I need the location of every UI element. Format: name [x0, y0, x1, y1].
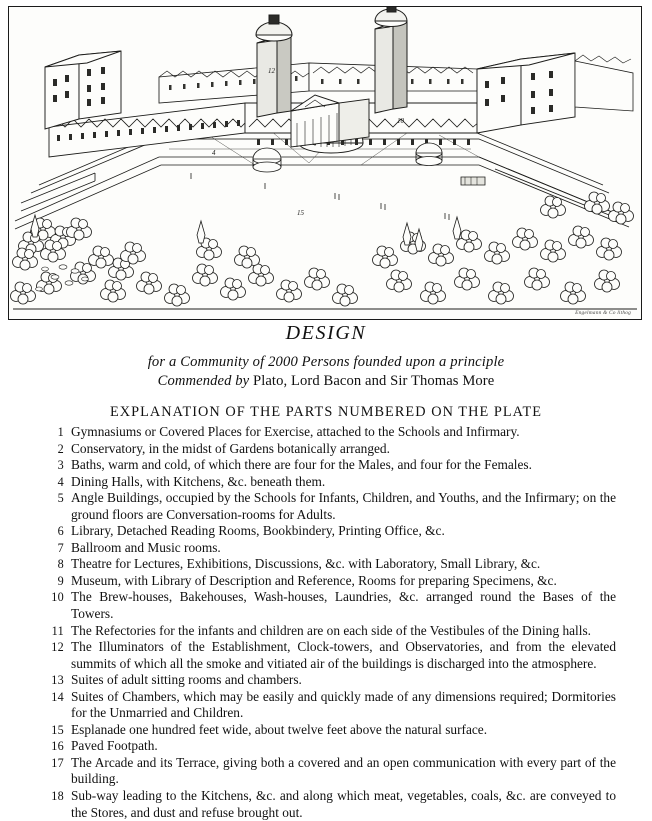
- part-item: [44, 722, 616, 739]
- part-number: 6: [57, 524, 64, 539]
- engraver-credit: Engelmann & Co lithog: [575, 310, 631, 316]
- part-number: 17: [51, 755, 64, 770]
- part-number: 11: [51, 623, 64, 638]
- part-description: Angle Buildings, occupied by the Schools for Infants, Children, and Youths, and the Infirmary; on the ground floors are Conversation-rooms for Adults.: [71, 490, 616, 522]
- part-description: Baths, warm and cold, of which there are four for the Males, and four for the Females.: [71, 457, 532, 473]
- part-item: [44, 474, 616, 491]
- part-item: [44, 755, 616, 788]
- part-description: Esplanade one hundred feet wide, about twelve feet above the natural surface.: [71, 721, 488, 737]
- part-item: [44, 441, 616, 458]
- plate-label-12: 12: [268, 67, 275, 75]
- part-item: [44, 672, 616, 689]
- part-item: [44, 738, 616, 755]
- part-number: 7: [57, 540, 64, 555]
- part-item: [44, 523, 616, 540]
- part-description: The Brew-houses, Bakehouses, Wash-houses, Laundries, &c. arranged round the Bases of the Towers.: [71, 589, 616, 622]
- part-description: Ballroom and Music rooms.: [71, 539, 221, 555]
- subtitle-line-2: [0, 373, 652, 390]
- part-description: Suites of Chambers, which may be easily and quickly made of any dimensions required; Dormitories for the Unmarried and Children.: [71, 688, 616, 721]
- part-description: Theatre for Lectures, Exhibitions, Discussions, &c. with Laboratory, Small Library, &c.: [71, 556, 541, 572]
- plate-label-10: 10: [397, 117, 404, 125]
- part-item: [44, 490, 616, 523]
- part-item: [44, 573, 616, 590]
- part-description: Dining Halls, with Kitchens, &c. beneath them.: [71, 473, 326, 489]
- part-number: 16: [51, 739, 64, 754]
- subtitle-authorities: Plato, Lord Bacon and Sir Thomas More: [252, 373, 495, 389]
- illustration-plate: [8, 6, 642, 320]
- page-title: DESIGN: [285, 322, 367, 344]
- part-item: [44, 689, 616, 722]
- title-block: [0, 322, 652, 390]
- part-number: 3: [57, 458, 64, 473]
- part-description: Conservatory, in the midst of Gardens botanically arranged.: [71, 440, 390, 456]
- part-item: [44, 556, 616, 573]
- subtitle-line-1: for a Community of 2000 Persons founded upon a principle: [147, 354, 505, 370]
- part-number: 2: [57, 441, 64, 456]
- subtitle-commended-by: Commended by: [157, 373, 250, 389]
- part-item: [44, 623, 616, 640]
- plate-label-4: 4: [212, 149, 216, 157]
- part-description: Library, Detached Reading Rooms, Bookbindery, Printing Office, &c.: [71, 523, 445, 539]
- part-description: Suites of adult sitting rooms and chambers.: [71, 672, 302, 688]
- part-number: 13: [51, 673, 64, 688]
- part-item: [44, 639, 616, 672]
- part-item: [44, 788, 616, 821]
- part-description: The Arcade and its Terrace, giving both a covered and an open communication with every part of the building.: [71, 754, 616, 787]
- part-number: 5: [57, 491, 64, 506]
- plate-label-15: 15: [297, 209, 304, 217]
- part-item: [44, 457, 616, 474]
- part-description: The Illuminators of the Establishment, Clock-towers, and Observatories, and from the elevated summits of which all the smoke and vitiated air of the buildings is discharged into the atmosphere.: [71, 639, 616, 671]
- part-number: 18: [51, 789, 64, 804]
- part-number: 10: [51, 590, 64, 605]
- part-number: 1: [57, 425, 64, 439]
- aerial-view-engraving: [9, 7, 641, 319]
- part-number: 14: [51, 689, 64, 704]
- part-number: 4: [57, 474, 64, 489]
- part-item: [44, 424, 616, 441]
- part-description: The Refectories for the infants and children are on each side of the Vestibules of the Dining halls.: [71, 622, 591, 638]
- part-description: Sub-way leading to the Kitchens, &c. and along which meat, vegetables, coals, &c. are conveyed to the Stores, and dust and refuse brought out.: [71, 788, 616, 820]
- part-number: 12: [51, 640, 64, 655]
- part-number: 9: [57, 573, 64, 588]
- part-number: 15: [51, 722, 64, 737]
- part-number: 8: [57, 557, 64, 572]
- part-description: Museum, with Library of Description and Reference, Rooms for preparing Specimens, &c.: [71, 572, 557, 588]
- part-item: [44, 589, 616, 622]
- part-description: Paved Footpath.: [71, 738, 158, 754]
- part-item: [44, 540, 616, 557]
- parts-list: [44, 424, 616, 821]
- part-description: Gymnasiums or Covered Places for Exercise, attached to the Schools and Infirmary.: [71, 424, 520, 439]
- explanation-heading: EXPLANATION OF THE PARTS NUMBERED ON THE PLATE: [109, 404, 543, 420]
